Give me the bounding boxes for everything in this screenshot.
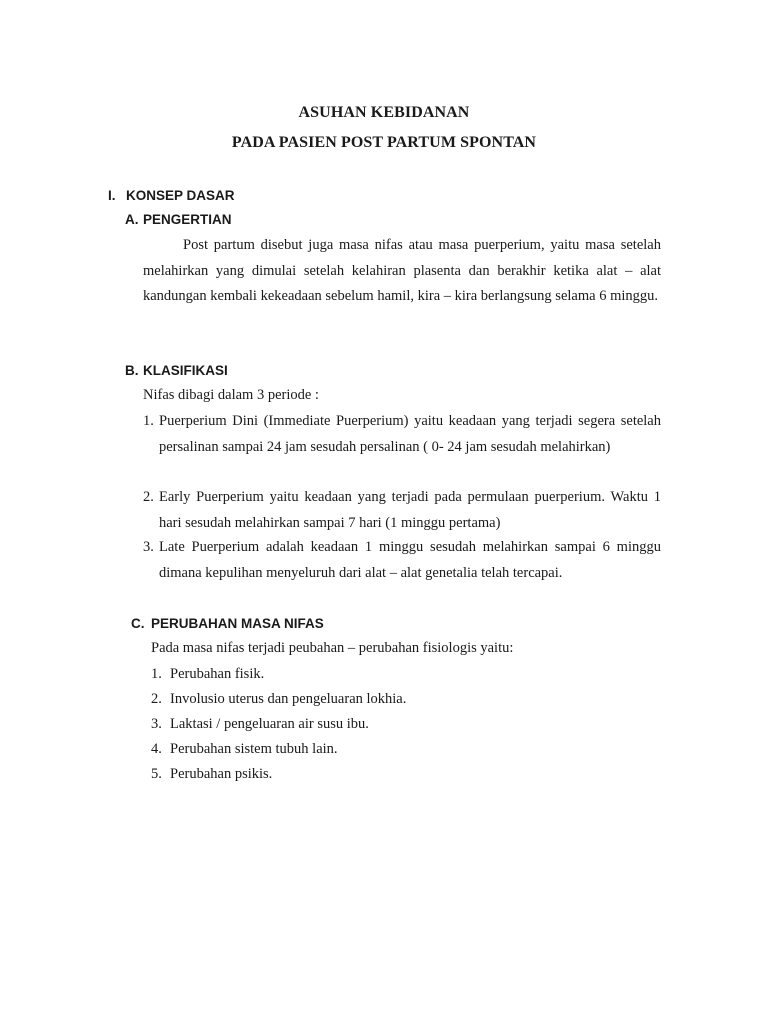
section-1-number: I.	[108, 188, 116, 203]
list-item	[143, 535, 661, 586]
section-a-paragraph: Post partum disebut juga masa nifas atau masa puerperium, yaitu masa setelah melahirkan yang dimulai setelah kelahiran plasenta dan berakhir ketika alat – alat kandungan kembali kekeadaan sebelum hamil, kira – kira berlangsung selama 6 minggu.	[143, 237, 661, 304]
document-title-line-2: PADA PASIEN POST PARTUM SPONTAN	[231, 134, 537, 151]
section-a-label: A.	[125, 212, 139, 227]
list-item-text: Puerperium Dini (Immediate Puerperium) yaitu keadaan yang terjadi segera setelah persalinan sampai 24 jam sesudah persalinan ( 0- 24 jam sesudah melahirkan)	[159, 413, 661, 455]
list-item-text: Laktasi / pengeluaran air susu ibu.	[170, 716, 369, 732]
list-item-number: 2.	[143, 489, 154, 505]
list-item	[151, 762, 272, 788]
list-item-number: 1.	[143, 413, 154, 429]
list-item-text: Late Puerperium adalah keadaan 1 minggu sesudah melahirkan sampai 6 minggu dimana kepulihan menyeluruh dari alat – alat genetalia telah tercapai.	[159, 539, 661, 581]
section-1-title: KONSEP DASAR	[126, 188, 235, 203]
list-item-number: 2.	[151, 691, 162, 707]
list-item	[151, 662, 264, 688]
list-item-number: 1.	[151, 666, 162, 682]
section-a-title: PENGERTIAN	[143, 212, 232, 227]
section-c-label: C.	[131, 616, 145, 631]
list-item-text: Perubahan fisik.	[170, 666, 265, 682]
section-b-label: B.	[125, 363, 139, 378]
list-item	[151, 712, 369, 738]
list-item-text: Perubahan psikis.	[170, 766, 273, 782]
list-item-number: 5.	[151, 766, 162, 782]
section-c-intro: Pada masa nifas terjadi peubahan – perubahan fisiologis yaitu:	[151, 640, 514, 656]
section-c-heading	[131, 616, 324, 631]
list-item-number: 3.	[143, 539, 154, 555]
section-a-heading	[125, 212, 232, 227]
section-b-heading	[125, 363, 228, 378]
document-title-line-1: ASUHAN KEBIDANAN	[298, 104, 470, 121]
list-item-number: 3.	[151, 716, 162, 732]
list-item-text: Perubahan sistem tubuh lain.	[170, 741, 338, 757]
section-1-heading	[108, 188, 235, 203]
section-b-intro: Nifas dibagi dalam 3 periode :	[143, 387, 319, 403]
list-item-text: Early Puerperium yaitu keadaan yang terjadi pada permulaan puerperium. Waktu 1 hari sesudah melahirkan sampai 7 hari (1 minggu pertama)	[159, 489, 661, 531]
list-item	[143, 485, 661, 536]
list-item	[143, 409, 661, 460]
section-c-title: PERUBAHAN MASA NIFAS	[151, 616, 324, 631]
list-item-text: Involusio uterus dan pengeluaran lokhia.	[170, 691, 407, 707]
list-item-number: 4.	[151, 741, 162, 757]
list-item	[151, 737, 338, 763]
section-b-title: KLASIFIKASI	[143, 363, 228, 378]
list-item	[151, 687, 406, 713]
